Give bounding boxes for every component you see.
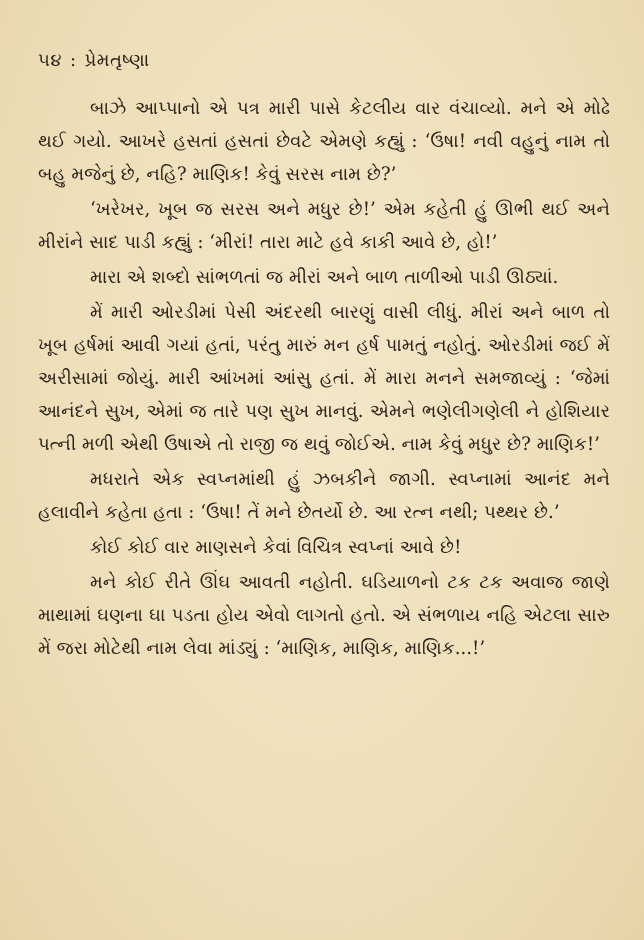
paragraph-4: મેં મારી ઓરડીમાં પેસી અંદરથી બારણું વાસી લીધું. મીરાં અને બાળ તો ખૂબ હર્ષમાં આવી ગયાં હતાં, પરંતુ મારું મન હર્ષ પામતું નહોતું. ઓરડીમાં જઈ મેં અરીસામાં જોયું. મારી આંખમાં આંસુ હતાં. મેં મારા મનને સમજાવ્યું : ‘જેમાં આનંદને સુખ, એમાં જ તારે પણ સુખ માનવું. એમને ભણેલીગણેલી ને હોશિયાર પત્ની મળી એથી ઉષાએ તો રાજી જ થવું જોઈએ. નામ કેવું મધુર છે? માણિક!’ — [38, 302, 610, 455]
header-separator: : — [70, 50, 77, 71]
paragraph-1: બાઝે આપ્પાનો એ પત્ર મારી પાસે કેટલીય વાર વંચાવ્યો. મને એ મોઢે થઈ ગયો. આખરે હસતાં હસતાં છેવટે એમણે કહ્યું : ‘ઉષા! નવી વહુનું નામ તો બહુ મજેનું છે, નહિ? માણિક! કેવું સરસ નામ છે?’ — [38, 98, 610, 185]
book-title: પ્રેમતૃષ્ણા — [84, 50, 150, 71]
page-number: ૫૪ — [38, 50, 62, 71]
running-header — [38, 50, 150, 71]
paragraph-6: કોઈ કોઈ વાર માણસને કેવાં વિચિત્ર સ્વપ્નાં આવે છે! — [90, 537, 462, 558]
paragraph-2: ‘ખરેખર, ખૂબ જ સરસ અને મધુર છે!’ એમ કહેતી હું ઊભી થઈ અને મીરાંને સાદ પાડી કહ્યું : ‘મીરાં! તારા માટે હવે કાકી આવે છે, હો!’ — [38, 199, 610, 253]
page-body — [38, 92, 610, 667]
paragraph-7: મને કોઈ રીતે ઊંઘ આવતી નહોતી. ઘડિયાળનો ટક ટક અવાજ જાણે માથામાં ઘણના ઘા પડતા હોય એવો લાગતો હતો. એ સંભળાય નહિ એટલા સારુ મેં જરા મોટેથી નામ લેવા માંડ્યું : ‘માણિક, માણિક, માણિક...!’ — [38, 572, 610, 659]
paragraph-3: મારા એ શબ્દો સાંભળતાં જ મીરાં અને બાળ તાળીઓ પાડી ઊઠ્યાં. — [90, 267, 559, 288]
paragraph-5: મધરાતે એક સ્વપ્નમાંથી હું ઝબકીને જાગી. સ્વપ્નામાં આનંદ મને હલાવીને કહેતા હતા : ‘ઉષા! તેં મને છેતર્યો છે. આ રત્ન નથી; પથ્થર છે.’ — [38, 469, 610, 523]
